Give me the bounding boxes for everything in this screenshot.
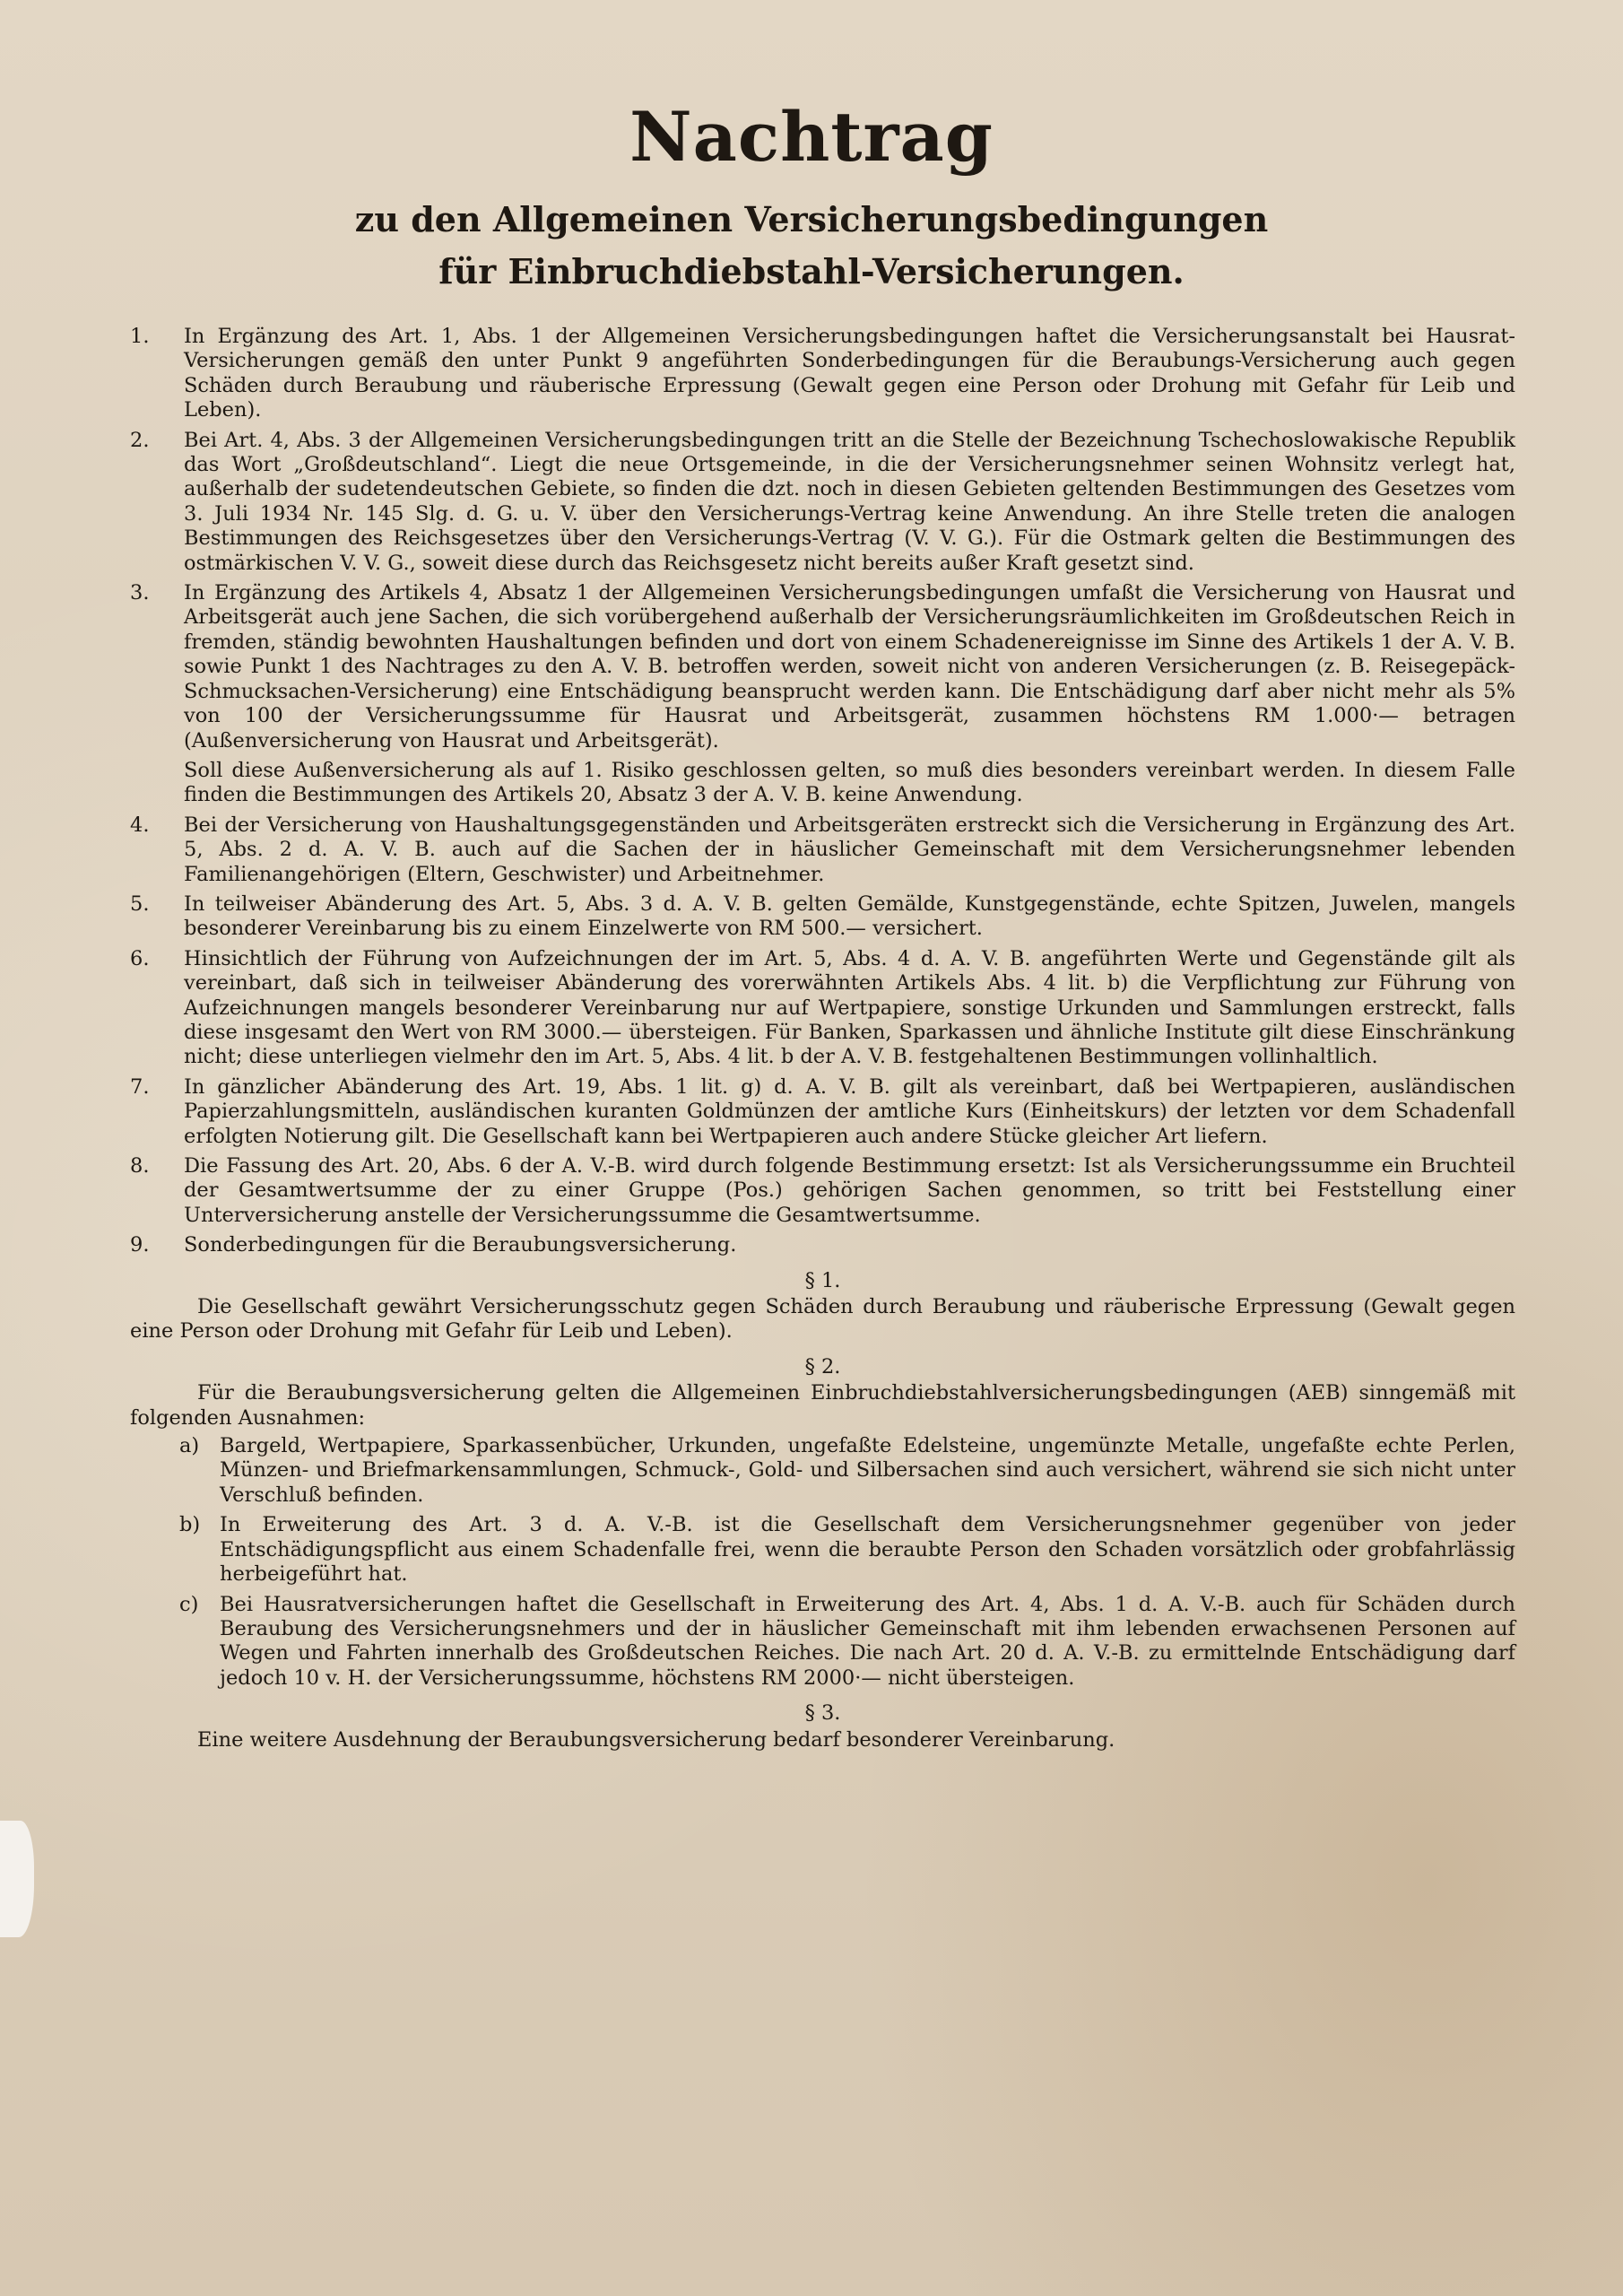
subitem-text: Bargeld, Wertpapiere, Sparkassenbücher, Urkunden, ungefaßte Edelsteine, ungemünzte Metalle, ungefaßte echte Perlen, Münzen- und Briefmarkensammlungen, Schmuck-, Gold- und Silbersachen sind auch versichert, während sie sich nicht unter Verschluß befinden. (220, 1434, 1515, 1507)
section-2-mark: § 2. (804, 1354, 841, 1378)
item-number: 8. (130, 1154, 150, 1178)
subitem-letter: b) (179, 1513, 201, 1537)
subitem-letter: c) (179, 1592, 199, 1616)
document-subtitle-line-1: zu den Allgemeinen Versicherungsbedingungen (354, 199, 1269, 239)
section-1-text: Die Gesellschaft gewährt Versicherungsschutz gegen Schäden durch Beraubung und räuberische Erpressung (Gewalt gegen eine Person oder Drohung mit Gefahr für Leib und Leben). (130, 1295, 1515, 1344)
document-subtitle-line-2: für Einbruchdiebstahl-Versicherungen. (438, 251, 1185, 291)
numbered-item-4 (130, 813, 1515, 887)
item-text: Sonderbedingungen für die Beraubungsversicherung. (184, 1233, 737, 1257)
numbered-item-1 (130, 325, 1515, 423)
section-3-mark: § 3. (804, 1701, 841, 1726)
item-text: In gänzlicher Abänderung des Art. 19, Abs. 1 lit. g) d. A. V. B. gilt als vereinbart, daß bei Wertpapieren, ausländischen Papierzahlungsmitteln, ausländischen kuranten Goldmünzen der amtliche Kurs (Einheitskurs) der letzten vor dem Schadenfall erfolgten Notierung gilt. Die Gesellschaft kann bei Wertpapieren auch andere Stücke gleicher Art liefern. (184, 1074, 1515, 1148)
item-number: 7. (130, 1074, 150, 1099)
numbered-item-6 (130, 947, 1515, 1070)
item-text: Bei Art. 4, Abs. 3 der Allgemeinen Versicherungsbedingungen tritt an die Stelle der Bezeichnung Tschechoslowakische Republik das Wort „Großdeutschland“. Liegt die neue Ortsgemeinde, in die der Versicherungsnehmer seinen Wohnsitz verlegt hat, außerhalb der sudetendeutschen Gebiete, so finden die dzt. noch in diesen Gebieten geltenden Bestimmungen des Gesetzes vom 3. Juli 1934 Nr. 145 Slg. d. G. u. V. über den Versicherungs-Vertrag keine Anwendung. An ihre Stelle treten die analogen Bestimmungen des Reichsgesetzes über den Versicherungs-Vertrag (V. V. G.). Für die Ostmark gelten die Bestimmungen des ostmärkischen V. V. G., soweit diese durch das Reichsgesetz nicht bereits außer Kraft gesetzt sind. (184, 428, 1515, 575)
item-number: 1. (130, 325, 150, 348)
subitem-text: In Erweiterung des Art. 3 d. A. V.-B. ist die Gesellschaft dem Versicherungsnehmer gegenüber von jeder Entschädigungspflicht aus einem Schadenfalle frei, wenn die beraubte Person den Schaden vorsätzlich oder grobfahrlässig herbeigeführt hat. (220, 1513, 1515, 1587)
numbered-item-8 (130, 1154, 1515, 1228)
item-text: Die Fassung des Art. 20, Abs. 6 der A. V.-B. wird durch folgende Bestimmung ersetzt: Ist als Versicherungssumme ein Bruchteil der Gesamtwertsumme der zu einer Gruppe (Pos.) gehörigen Sachen genommen, so tritt bei Feststellung einer Unterversicherung anstelle der Versicherungssumme die Gesamtwertsumme. (184, 1154, 1515, 1227)
section-2-subitem-b (130, 1513, 1515, 1587)
paper-tear-mark (0, 1821, 34, 1937)
item-number: 6. (130, 946, 150, 970)
section-2-text: Für die Beraubungsversicherung gelten die Allgemeinen Einbruchdiebstahlversicherungsbedingungen (AEB) sinngemäß mit folgenden Ausnahmen: (130, 1381, 1515, 1430)
numbered-item-5 (130, 892, 1515, 942)
section-2-subitem-a (130, 1434, 1515, 1508)
item-text: Bei der Versicherung von Haushaltungsgegenständen und Arbeitsgeräten erstreckt sich die Versicherung in Ergänzung des Art. 5, Abs. 2 d. A. V. B. auch auf die Sachen der in häuslicher Gemeinschaft mit dem Versicherungsnehmer lebenden Familienangehörigen (Eltern, Geschwister) und Arbeitnehmer. (184, 813, 1515, 886)
numbered-item-3 (130, 581, 1515, 753)
section-1-mark: § 1. (804, 1268, 841, 1292)
item-text: Hinsichtlich der Führung von Aufzeichnungen der im Art. 5, Abs. 4 d. A. V. B. angeführten Werte und Gegenstände gilt als vereinbart, daß sich in teilweiser Abänderung des vorerwähnten Artikels Abs. 4 lit. b) die Verpflichtung zur Führung von Aufzeichnungen mangels besonderer Vereinbarung nur auf Wertpapiere, sonstige Urkunden und Sammlungen erstreckt, falls diese insgesamt den Wert von RM 3000.— übersteigen. Für Banken, Sparkassen und ähnliche Institute gilt diese Einschränkung nicht; diese unterliegen vielmehr den im Art. 5, Abs. 4 lit. b der A. V. B. festgehaltenen Bestimmungen vollinhaltlich. (184, 946, 1515, 1069)
section-2-subitem-c (130, 1593, 1515, 1692)
numbered-item-9 (130, 1233, 1515, 1257)
item-number: 5. (130, 891, 150, 916)
item-number: 9. (130, 1233, 150, 1257)
item-number: 3. (130, 581, 150, 605)
document-body (130, 325, 1515, 1756)
item-text: In Ergänzung des Artikels 4, Absatz 1 der Allgemeinen Versicherungsbedingungen umfaßt die Versicherung von Hausrat und Arbeitsgerät auch jene Sachen, die sich vorübergehend außerhalb der Versicherungsräumlichkeiten im Großdeutschen Reich in fremden, ständig bewohnten Haushaltungen befinden und dort von einem Schadenereignisse im Sinne des Artikels 1 der A. V. B. sowie Punkt 1 des Nachtrages zu den A. V. B. betroffen werden, soweit nicht von anderen Versicherungen (z. B. Reisegepäck-Schmucksachen-Versicherung) eine Entschädigung beansprucht werden kann. Die Entschädigung darf aber nicht mehr als 5% von 100 der Versicherungssumme für Hausrat und Arbeitsgerät, zusammen höchstens RM 1.000·— betragen (Außenversicherung von Hausrat und Arbeitsgerät). (184, 581, 1515, 752)
section-3-text: Eine weitere Ausdehnung der Beraubungsversicherung bedarf besonderer Vereinbarung. (197, 1727, 1115, 1752)
subitem-letter: a) (179, 1434, 200, 1458)
subitem-text: Bei Hausratversicherungen haftet die Gesellschaft in Erweiterung des Art. 4, Abs. 1 d. A. V.-B. auch für Schäden durch Beraubung des Versicherungsnehmers und der in häuslicher Gemeinschaft mit ihm lebenden erwachsenen Personen auf Wegen und Fahrten innerhalb des Großdeutschen Reiches. Die nach Art. 20 d. A. V.-B. zu ermittelnde Entschädigung darf jedoch 10 v. H. der Versicherungssumme, höchstens RM 2000·— nicht übersteigen. (220, 1592, 1515, 1690)
document-title: Nachtrag (629, 97, 994, 177)
item-text: In teilweiser Abänderung des Art. 5, Abs. 3 d. A. V. B. gelten Gemälde, Kunstgegenstände, echte Spitzen, Juwelen, mangels besonderer Vereinbarung bis zu einem Einzelwerte von RM 500.— versichert. (184, 891, 1515, 941)
item-3-continuation: Soll diese Außenversicherung als auf 1. Risiko geschlossen gelten, so muß dies besonders vereinbart werden. In diesem Falle finden die Bestimmungen des Artikels 20, Absatz 3 der A. V. B. keine Anwendung. (184, 758, 1515, 807)
numbered-item-2 (130, 429, 1515, 576)
item-number: 4. (130, 813, 150, 837)
item-text: In Ergänzung des Art. 1, Abs. 1 der Allgemeinen Versicherungsbedingungen haftet die Versicherungsanstalt bei Hausrat-Versicherungen gemäß den unter Punkt 9 angeführten Sonderbedingungen für die Beraubungs-Versicherung auch gegen Schäden durch Beraubung und räuberische Erpressung (Gewalt gegen eine Person oder Drohung mit Gefahr für Leib und Leben). (184, 325, 1515, 422)
numbered-item-7 (130, 1075, 1515, 1149)
item-number: 2. (130, 428, 150, 452)
